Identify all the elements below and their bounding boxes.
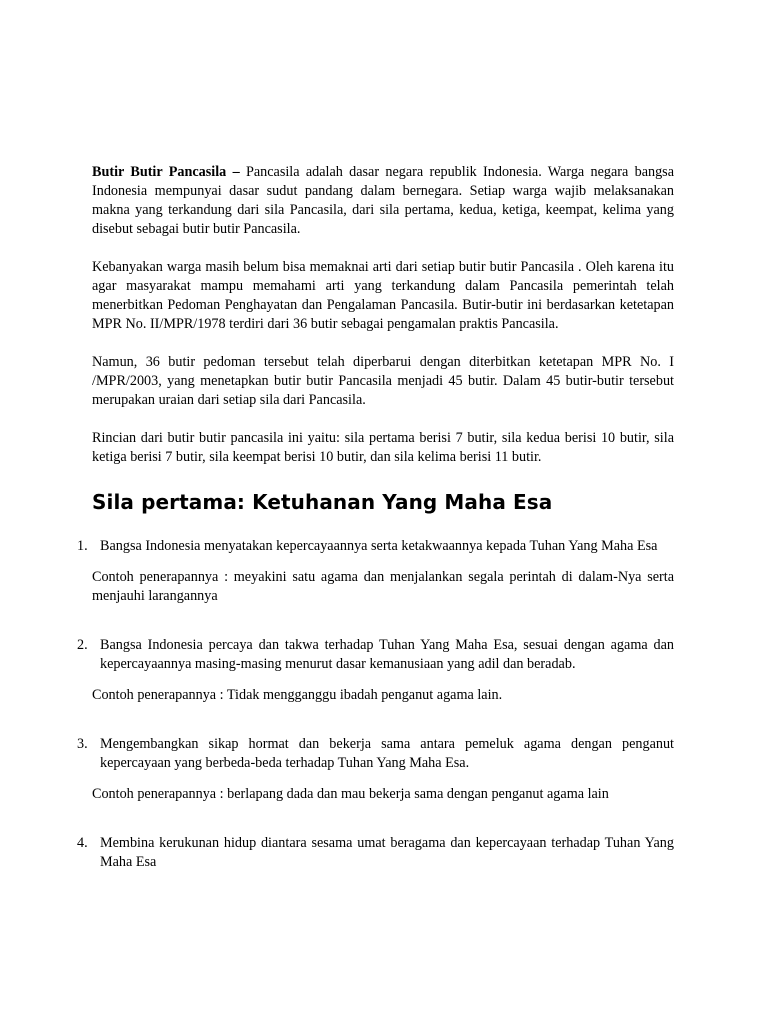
intro-lead: Butir Butir Pancasila <box>92 164 227 180</box>
list-item-text: Bangsa Indonesia percaya dan takwa terhadap Tuhan Yang Maha Esa, sesuai dengan agama dan kepercayaannya masing-masing menurut dasar kemanusiaan yang adil dan beradab. <box>100 637 674 672</box>
intro-paragraph-2: Kebanyakan warga masih belum bisa memaknai arti dari setiap butir butir Pancasila . Oleh karena itu agar masyarakat mampu memahami arti yang terkandung dalam Pancasila pemerintah telah menerbitkan Pedoman Penghayatan dan Pengalaman Pancasila. Butir-butir ini berdasarkan ketetapan MPR No. II/MPR/1978 terdiri dari 36 butir sebagai pengamalan praktis Pancasila. <box>92 259 674 332</box>
example-1: Contoh penerapannya : meyakini satu agama dan menjalankan segala perintah di dalam-Nya serta menjauhi larangannya <box>92 569 674 604</box>
example-3: Contoh penerapannya : berlapang dada dan mau bekerja sama dengan penganut agama lain <box>92 786 609 802</box>
list-item-1 <box>77 537 674 556</box>
list-item-text: Mengembangkan sikap hormat dan bekerja sama antara pemeluk agama dengan penganut kepercayaan yang berbeda-beda terhadap Tuhan Yang Maha Esa. <box>100 736 674 771</box>
list-item-text: Membina kerukunan hidup diantara sesama umat beragama dan kepercayaan terhadap Tuhan Yang Maha Esa <box>100 835 674 870</box>
list-item-2 <box>77 636 674 674</box>
section-heading-sila-pertama: Sila pertama: Ketuhanan Yang Maha Esa <box>92 490 553 514</box>
list-item-4 <box>77 834 674 872</box>
intro-dash: – <box>226 164 246 180</box>
list-item-number: 4. <box>77 835 88 851</box>
intro-paragraph-1 <box>92 163 674 239</box>
list-item-text: Bangsa Indonesia menyatakan kepercayaannya serta ketakwaannya kepada Tuhan Yang Maha Esa <box>100 538 658 554</box>
intro-paragraph-1-text: Pancasila adalah dasar negara republik Indonesia. Warga negara bangsa Indonesia mempunyai dasar sudut pandang dalam bernegara. Setiap warga wajib melaksanakan makna yang terkandung dari sila Pancasila, dari sila pertama, kedua, ketiga, keempat, kelima yang disebut sebagai butir butir Pancasila. <box>92 164 674 237</box>
intro-paragraph-3: Namun, 36 butir pedoman tersebut telah diperbarui dengan diterbitkan ketetapan MPR No. I /MPR/2003, yang menetapkan butir butir Pancasila menjadi 45 butir. Dalam 45 butir-butir tersebut merupakan uraian dari setiap sila dari Pancasila. <box>92 354 674 408</box>
example-2: Contoh penerapannya : Tidak mengganggu ibadah penganut agama lain. <box>92 687 503 703</box>
list-item-number: 3. <box>77 736 88 752</box>
list-item-number: 1. <box>77 538 88 554</box>
list-item-number: 2. <box>77 637 88 653</box>
document-page <box>77 163 674 872</box>
list-item-3 <box>77 735 674 773</box>
intro-paragraph-4: Rincian dari butir butir pancasila ini yaitu: sila pertama berisi 7 butir, sila kedua berisi 10 butir, sila ketiga berisi 7 butir, sila keempat berisi 10 butir, dan sila kelima berisi 11 butir. <box>92 430 674 465</box>
